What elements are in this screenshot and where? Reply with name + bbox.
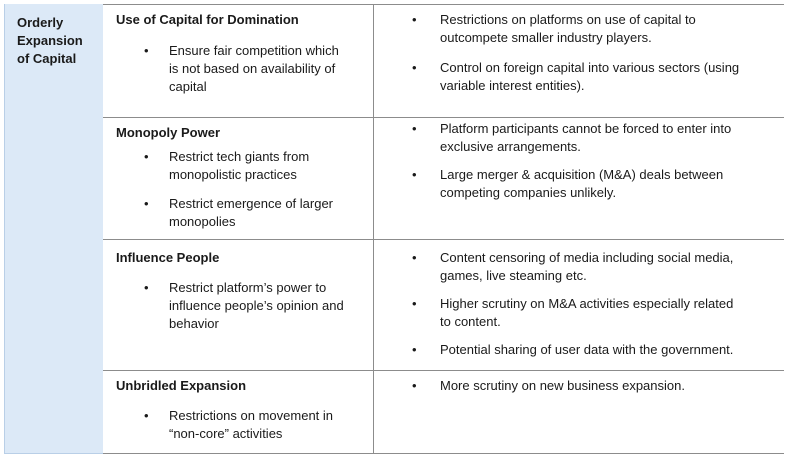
objective-text — [169, 195, 369, 231]
text-line: Ensure fair competition which — [169, 43, 339, 58]
text-line: Restrict tech giants from — [169, 149, 310, 164]
text-line: to content. — [440, 314, 501, 329]
bullet: • — [144, 149, 149, 164]
implication-text — [440, 249, 770, 285]
table-row — [103, 4, 784, 117]
text-line: behavior — [169, 316, 219, 331]
table-row — [103, 370, 784, 454]
text-line: Restrictions on platforms on use of capital to — [440, 12, 696, 27]
text-line: monopolies — [169, 214, 236, 229]
table-row — [103, 117, 784, 239]
bullet: • — [412, 378, 417, 393]
text-line: Restrict platform’s power to — [169, 280, 327, 295]
row-heading: Monopoly Power — [116, 125, 220, 140]
bullet: • — [144, 408, 149, 423]
category-title-line: of Capital — [17, 51, 77, 66]
text-line: games, live steaming etc. — [440, 268, 587, 283]
row-heading: Influence People — [116, 250, 220, 265]
column-divider — [373, 4, 374, 454]
implication-text — [440, 341, 770, 359]
text-line: Potential sharing of user data with the government. — [440, 342, 734, 357]
text-line: Restrict emergence of larger — [169, 196, 334, 211]
sidebar-category — [4, 4, 103, 454]
bullet: • — [412, 167, 417, 182]
bullet: • — [412, 121, 417, 136]
text-line: capital — [169, 79, 207, 94]
text-line: competing companies unlikely. — [440, 185, 617, 200]
objective-text — [169, 148, 369, 184]
row-heading: Unbridled Expansion — [116, 378, 247, 393]
bullet: • — [412, 296, 417, 311]
text-line: “non-core” activities — [169, 426, 283, 441]
implication-text — [440, 59, 770, 95]
text-line: Control on foreign capital into various sectors (using — [440, 60, 740, 75]
bullet: • — [144, 43, 149, 58]
text-line: influence people’s opinion and — [169, 298, 344, 313]
text-line: variable interest entities). — [440, 78, 585, 93]
text-line: More scrutiny on new business expansion. — [440, 378, 685, 393]
text-line: is not based on availability of — [169, 61, 336, 76]
text-line: Higher scrutiny on M&A activities especially related — [440, 296, 734, 311]
implication-text — [440, 120, 770, 156]
text-line: Large merger & acquisition (M&A) deals between — [440, 167, 724, 182]
bullet: • — [144, 196, 149, 211]
implication-text — [440, 377, 770, 395]
row-heading: Use of Capital for Domination — [116, 12, 299, 27]
text-line: Content censoring of media including social media, — [440, 250, 734, 265]
text-line: Platform participants cannot be forced to enter into — [440, 121, 732, 136]
table-row — [103, 239, 784, 370]
bullet: • — [412, 342, 417, 357]
implication-text — [440, 295, 770, 331]
bullet: • — [412, 250, 417, 265]
bullet: • — [412, 60, 417, 75]
objective-text — [169, 279, 369, 333]
text-line: exclusive arrangements. — [440, 139, 581, 154]
category-title-line: Orderly — [17, 15, 64, 30]
text-line: Restrictions on movement in — [169, 408, 334, 423]
objective-text — [169, 407, 369, 443]
implication-text — [440, 11, 770, 47]
text-line: outcompete smaller industry players. — [440, 30, 652, 45]
bullet: • — [144, 280, 149, 295]
objective-text — [169, 42, 369, 96]
bullet: • — [412, 12, 417, 27]
implication-text — [440, 166, 770, 202]
text-line: monopolistic practices — [169, 167, 297, 182]
category-title — [17, 14, 101, 68]
category-title-line: Expansion — [17, 33, 83, 48]
